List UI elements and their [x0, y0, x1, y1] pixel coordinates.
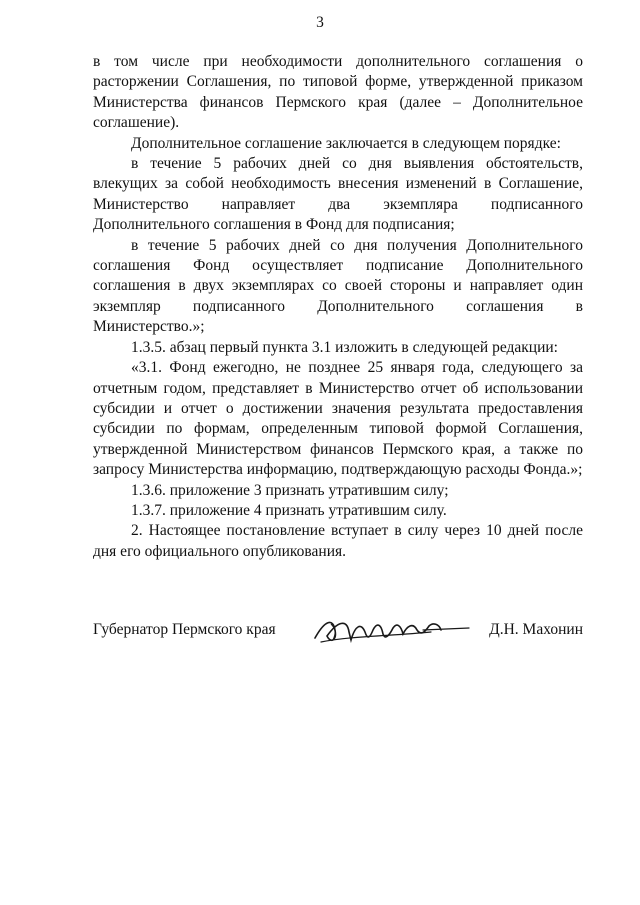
page-number: 3 [316, 14, 324, 31]
paragraph-item-1-3-5: 1.3.5. абзац первый пункта 3.1 изложить в следующей редакции: [131, 338, 558, 356]
paragraph-procedure-intro: Дополнительное соглашение заключается в следующем порядке: [131, 134, 561, 152]
handwritten-signature [311, 612, 471, 648]
signatory-name: Д.Н. Махонин [489, 621, 583, 638]
paragraph-ministry-step: в течение 5 рабочих дней со дня выявления обстоятельств, влекущих за собой необходимость внесения изменений в Соглашение, Министерство направляет два экземпляра подписанного Дополнительного соглашения в Фонд для подписания; [93, 155, 583, 234]
paragraph-item-1-3-6: 1.3.6. приложение 3 признать утратившим силу; [131, 481, 449, 499]
paragraph-item-1-3-7: 1.3.7. приложение 4 признать утратившим силу. [131, 501, 447, 519]
paragraph-continuation: в том числе при необходимости дополнительного соглашения о расторжении Соглашения, по типовой форме, утвержденной приказом Министерства финансов Пермского края (далее – Дополнительное соглашение). [93, 53, 583, 132]
signatory-position: Губернатор Пермского края [93, 621, 276, 638]
paragraph-clause-3-1: «3.1. Фонд ежегодно, не позднее 25 января года, следующего за отчетным годом, представляет в Министерство отчет об использовании субсидии и отчет о достижении значения результата предоставления субсидии по формам, определенным типовой формой Соглашения, утвержденной Министерством финансов Пермского края, а также по запросу Министерства информацию, подтверждающую расходы Фонда.»; [93, 359, 583, 479]
paragraph-item-2: 2. Настоящее постановление вступает в силу через 10 дней после дня его официального опубликования. [93, 522, 583, 560]
signature-block [93, 612, 583, 652]
document-body [93, 52, 583, 562]
paragraph-fund-step: в течение 5 рабочих дней со дня получения Дополнительного соглашения Фонд осуществляет подписание Дополнительного соглашения в двух экземплярах со своей стороны и направляет один экземпляр подписанного Дополнительного соглашения в Министерство.»; [93, 236, 583, 336]
